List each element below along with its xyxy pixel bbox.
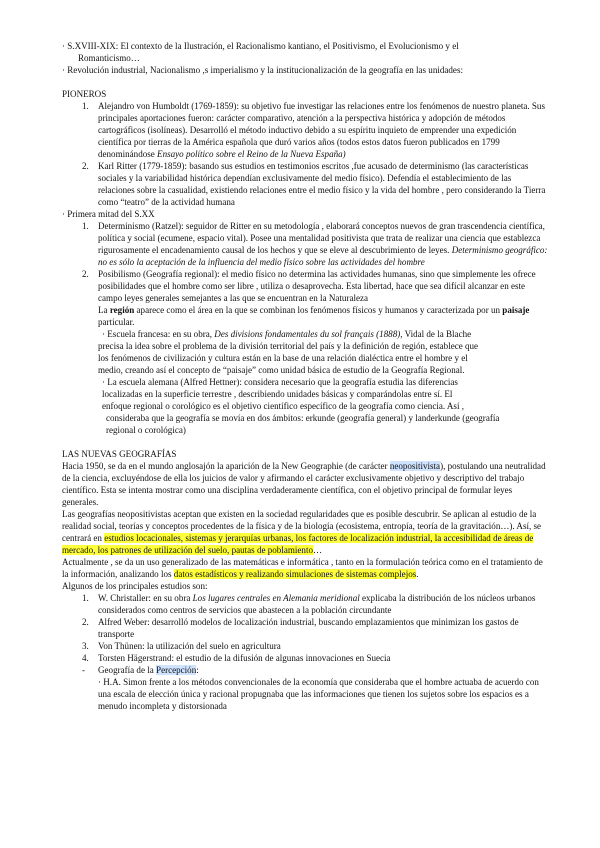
percepcion-post: :: [196, 665, 199, 675]
neopositivista-highlight: neopositivista: [389, 461, 441, 471]
ritter-text: Karl Ritter (1779-1859): basando sus estudios en testimonios escritos ,fue acusado de determinismo (las características sociales y la variabilidad histórica dependían exclusivamente del medio físico). Defendía el establecimiento de las relaciones sobre la casualidad, existiendo relaciones entre el medio físico y la vida del hombre , pero considerando la Tierra como “teatro” de la actividad humana: [98, 161, 546, 207]
determinismo-text: [98, 220, 548, 268]
nuevas-p2-pre: Las geografías neopositivistas aceptan que existen en la sociedad regularidades que es posible descubrir. Se aplican al estudio de la realidad social, teorías y conceptos procedentes de la física y de la biología (ecosistema, entropía, teoría de la gravitación…). Así, se centrará en: [62, 509, 542, 543]
ritter-number: 2.: [82, 161, 89, 171]
nuevas-p3-pre: Actualmente , se da un uso generalizado de las matemáticas e informática , tanto en la formulación teórica como en el tratamiento de la información, analizando los: [62, 557, 543, 579]
ritter-item: [62, 160, 548, 208]
nuevas-paragraph-3: [62, 556, 548, 580]
nuevas-p3-post: .: [416, 569, 419, 579]
nuevas-paragraph-1: [62, 460, 548, 508]
humboldt-item: [62, 100, 548, 160]
study-number: 2.: [82, 617, 89, 627]
posibilismo-text: Posibilismo (Geografía regional): el medio físico no determina las actividades humanas, sino que simplemente les ofrece posibilidades que el hombre como ser libre , utiliza o desaprovecha. Esta libertad, hace que sea difícil alcanzar en este campo leyes generales semejantes a las que se encuentran en la Naturaleza: [98, 269, 536, 303]
alemana-line-1: · La escuela alemana (Alfred Hettner): considera necesario que la geografía estudia las diferencias: [102, 377, 458, 387]
alemana-line-3: enfoque regional o corológico es el objetivo científico específico de la geografía como ciencia. Así ,: [102, 401, 464, 411]
region-pre: La: [98, 305, 110, 315]
nuevas-p1-pre: Hacia 1950, se da en el mundo anglosajón la aparición de la New Geographie (de carácter: [62, 461, 390, 471]
francesa-pre: · Escuela francesa: en su obra,: [102, 329, 215, 339]
determinismo-italic: Determinismo geográfico: no es sólo la aceptación de la influencia del medio físico sobre las actividades del hombre: [98, 245, 548, 267]
study-number: 4.: [82, 653, 89, 663]
determinismo-item: [62, 220, 548, 268]
region-paragraph: [62, 304, 548, 328]
intro-line-1: · S.XVIII-XIX: El contexto de la Ilustración, el Racionalismo kantiano, el Positivismo, el Evolucionismo y el: [62, 41, 459, 51]
determinismo-number: 1.: [82, 221, 89, 231]
simon-text: · H.A. Simon frente a los métodos convencionales de la economía que consideraba que el hombre actuaba de acuerdo con una escala de elección única y racional propugnaba que las informaciones que tienen los sujetos sobre los espacios es a menudo incompleta y distorsionada: [98, 677, 539, 711]
paisaje-bold: paisaje: [502, 305, 530, 315]
pioneros-heading: PIONEROS: [62, 89, 107, 99]
percepcion-pre: Geografía de la: [98, 665, 157, 675]
study-text-post: explicaba la distribución de los núcleos urbanos considerados como centros de servicios que abastecen a la población circundante: [98, 593, 536, 615]
percepcion-item: [62, 664, 548, 676]
study-number: 1.: [82, 593, 89, 603]
humboldt-number: 1.: [82, 101, 89, 111]
intro-line-2: · Revolución industrial, Nacionalismo ,s imperialismo y la institucionalización de la geografía en las unidades:: [62, 65, 463, 75]
nuevas-paragraph-2: [62, 508, 548, 556]
percepcion-highlight: Percepción: [156, 665, 197, 675]
study-item: [62, 592, 548, 616]
study-item: [62, 652, 548, 664]
study-item: [62, 616, 548, 640]
humboldt-body: Alejandro von Humboldt (1769-1859): su objetivo fue investigar las relaciones entre los fenómenos de nuestro planeta. Sus principales aportaciones fueron: carácter comparativo, atención a la perspectiva histórica y adopción de métodos cartográficos (isolíneas). Desarrolló el método inductivo debido a su espíritu inquieto de emprender una expedición científica por tierras de la América española que duró varios años (todos estos datos fueron publicados en 1799 denominándose: [98, 101, 545, 159]
region-mid: aparece como el área en la que se combinan los fenómenos físicos y humanos y caracterizada por un: [134, 305, 503, 315]
datos-highlight: datos estadísticos y realizando simulaciones de sistemas complejos: [173, 569, 417, 579]
alemana-line-5: regional o corológica): [106, 425, 186, 435]
determinismo-body: Determinismo (Ratzel): seguidor de Ritter en su metodología , elaborará conceptos nuevos de gran trascendencia científica, política y social (ecumene, espacio vital). Posee una mentalidad positivista que trata de realizar una ciencia que establezca rigurosamente el encadenamiento causal de los hechos y que se eleve al descubrimiento de leyes.: [98, 221, 545, 255]
study-work: Los lugares centrales en Alemania meridional: [192, 593, 360, 603]
posibilismo-number: 2.: [82, 269, 89, 279]
francesa-line-4: medio, creando así el concepto de “paisaje” como unidad básica de estudio de la Geografía Regional.: [98, 365, 465, 375]
humboldt-text: [98, 100, 548, 160]
paisaje-post: particular.: [98, 317, 135, 327]
percepcion-dash: -: [82, 665, 86, 675]
posibilismo-item: [62, 268, 548, 304]
study-text: Von Thünen: la utilización del suelo en agricultura: [98, 641, 281, 651]
nuevas-geografias-heading: LAS NUEVAS GEOGRAFÍAS: [62, 449, 177, 459]
study-item: [62, 640, 548, 652]
simon-paragraph: [62, 676, 548, 712]
nuevas-paragraph-4: Algunos de los principales estudios son:: [62, 581, 208, 591]
primera-mitad-label: · Primera mitad del S.XX: [62, 209, 155, 219]
study-text: W. Christaller: en su obra: [98, 593, 193, 603]
nuevas-p1-post: ), postulando una neutralidad de la ciencia, excluyéndose de ella los juicios de valor y afirmando el carácter exclusivamente objetivo y descriptivo del trabajo científico. Esta se intenta mostrar como una disciplina verdaderamente científica, con el objetivo principal de formular leyes generales.: [62, 461, 546, 507]
humboldt-work: Ensayo político sobre el Reino de la Nueva España): [157, 149, 346, 159]
study-text: Torsten Hägerstrand: el estudio de la difusión de algunas innovaciones en Suecia: [98, 653, 391, 663]
region-bold: región: [109, 305, 135, 315]
francesa-line-3: los fenómenos de civilización y cultura están en la base de una relación dialéctica entre el hombre y el: [98, 353, 468, 363]
francesa-line-2: precisa la idea sobre el problema de la división territorial del país y la definición de región, establece que: [98, 341, 479, 351]
study-text: Alfred Weber: desarrolló modelos de localización industrial, buscando emplazamientos que minimizan los gastos de transporte: [98, 617, 519, 639]
francesa-work: Des divisions fondamentales du sol français (1888): [214, 329, 401, 339]
alemana-line-2: localizadas en la superficie terrestre , describiendo unidades básicas y comparándolas entre sí. El: [102, 389, 453, 399]
nuevas-p2-post: …: [312, 545, 323, 555]
francesa-line-1: [62, 328, 548, 340]
alemana-line-4: consideraba que la geografía se movía en dos ámbitos: erkunde (geografía general) y landerkunde (geografía: [106, 413, 500, 423]
estudios-highlight: estudios locacionales, sistemas y jerarquías urbanas, los factores de localización industrial, la accesibilidad de áreas de mercado, los patrones de utilización del suelo, pautas de poblamiento: [62, 533, 534, 555]
intro-line-1b: Romanticismo…: [78, 53, 140, 63]
study-number: 3.: [82, 641, 89, 651]
francesa-post: , Vidal de la Blache: [400, 329, 472, 339]
